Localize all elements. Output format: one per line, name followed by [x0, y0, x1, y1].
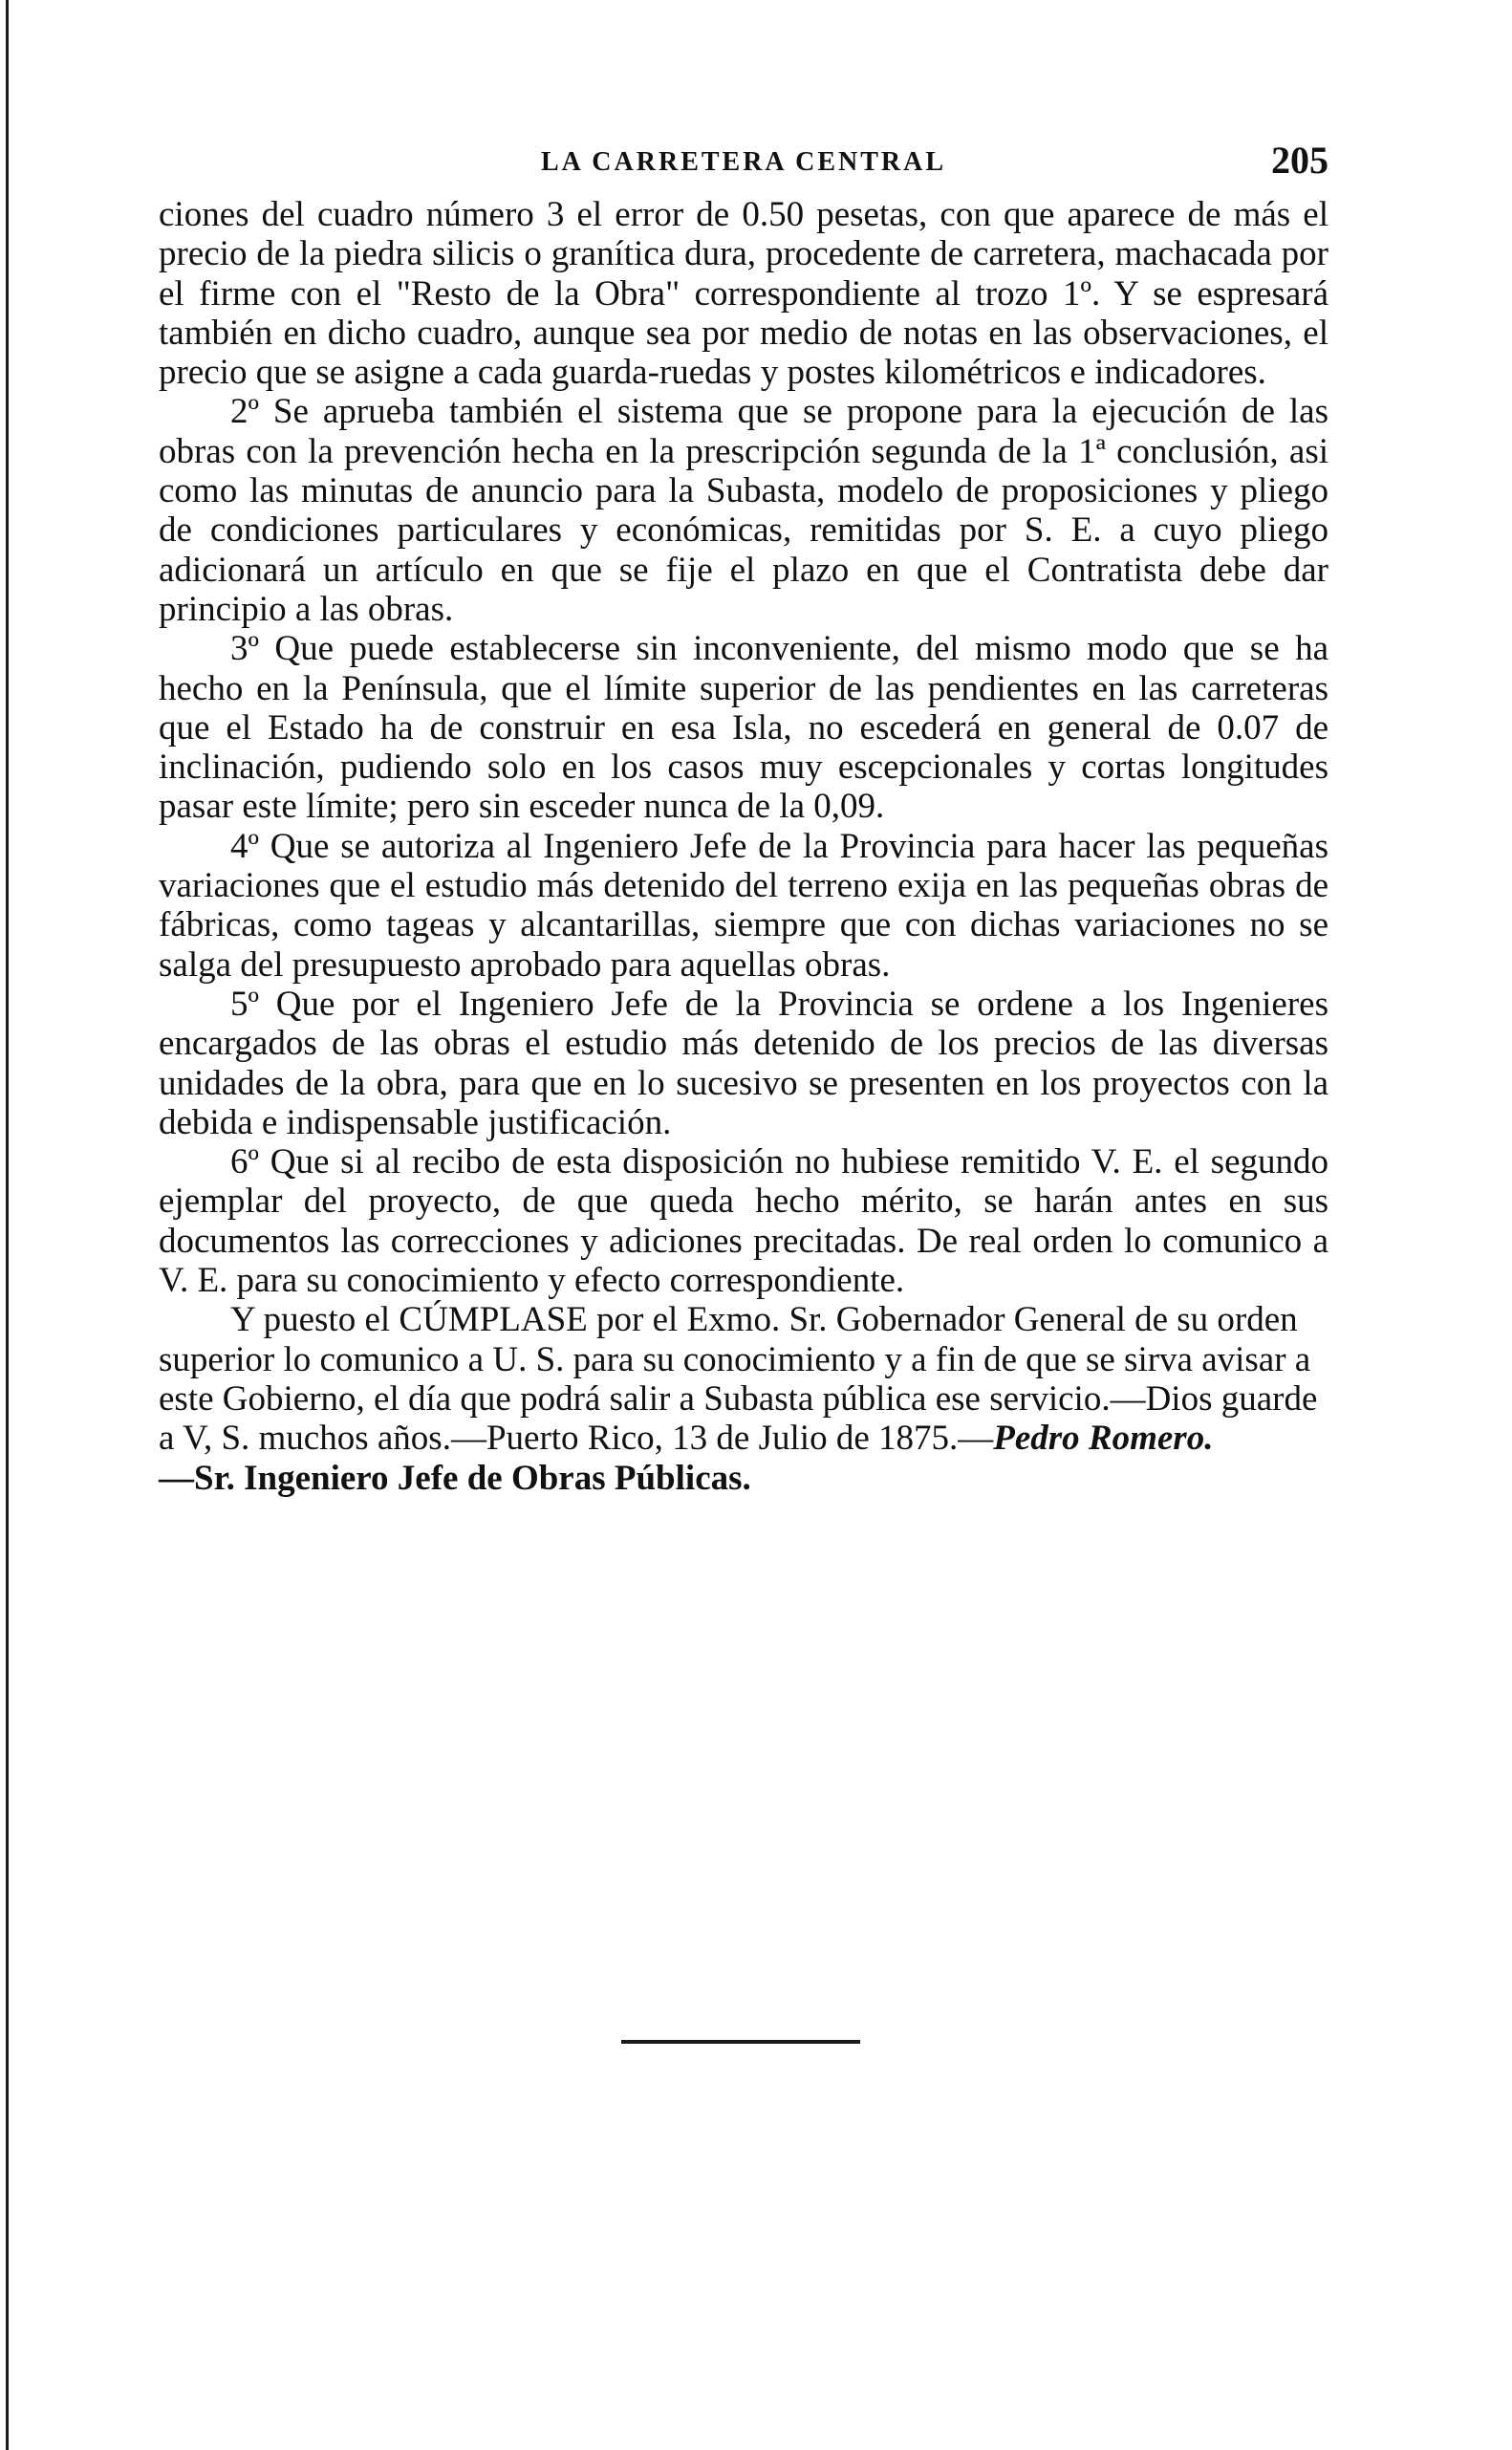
paragraph-continuation: ciones del cuadro número 3 el error de 0.50 pesetas, con que aparece de más el precio de la piedra silicis o granítica dura, procedente de carretera, machacada por el firme con el "Resto de la Obra" correspondiente al trozo 1º. Y se espresará también en dicho cuadro, aunque sea por medio de notas en las observaciones, el precio que se asigne a cada guarda-ruedas y postes kilométricos e indicadores. — [159, 195, 1328, 393]
body-text — [159, 195, 1328, 1498]
page-edge-line — [6, 0, 9, 2450]
addressee: —Sr. Ingeniero Jefe de Obras Públicas. — [159, 1458, 751, 1498]
closing-text-body: por el Exmo. Sr. Gobernador General de su orden superior lo comunico a U. S. para su conocimiento y a fin de que se sirva avisar a este Gobierno, el día que podrá salir a Subasta pública ese servicio.—Dios guarde a V, S. muchos años.—Puerto Rico, 13 de Julio de 1875.— — [159, 1300, 1318, 1459]
closing-paragraph — [159, 1300, 1328, 1497]
cumplase-word: CÚMPLASE — [399, 1300, 588, 1340]
paragraph-item-4: 4º Que se autoriza al Ingeniero Jefe de la Provincia para hacer las pequeñas variaciones que el estudio más detenido del terreno exija en las pequeñas obras de fábricas, como tageas y alcantarillas, siempre que con dichas variaciones no se salga del presupuesto aprobado para aquellas obras. — [159, 826, 1328, 985]
paragraph-item-2: 2º Se aprueba también el sistema que se propone para la ejecución de las obras con la prevención hecha en la prescripción segunda de la 1ª conclusión, asi como las minutas de anuncio para la Subasta, modelo de proposiciones y pliego de condiciones particulares y económicas, remitidas por S. E. a cuyo pliego adicionará un artículo en que se fije el plazo en que el Contratista debe dar principio a las obras. — [159, 392, 1328, 629]
paragraph-item-5: 5º Que por el Ingeniero Jefe de la Provincia se ordene a los Ingenieres encargados de las obras el estudio más detenido de los precios de las diversas unidades de la obra, para que en lo sucesivo se presenten en los proyectos con la debida e indispensable justificación. — [159, 984, 1328, 1142]
page-number: 205 — [1271, 139, 1328, 182]
paragraph-item-3: 3º Que puede establecerse sin inconveniente, del mismo modo que se ha hecho en la Península, que el límite superior de las pendientes en las carreteras que el Estado ha de construir en esa Isla, no escederá en general de 0.07 de inclinación, pudiendo solo en los casos muy escepcionales y cortas longitudes pasar este límite; pero sin esceder nunca de la 0,09. — [159, 629, 1328, 827]
closing-text-start: Y puesto el — [230, 1300, 400, 1340]
page-header — [159, 138, 1328, 185]
paragraph-item-6: 6º Que si al recibo de esta disposición no hubiese remitido V. E. el segundo ejemplar del proyecto, de que queda hecho mérito, se harán antes en sus documentos las correcciones y adiciones precitadas. De real orden lo comunico a V. E. para su conocimiento y efecto correspondiente. — [159, 1142, 1328, 1301]
signature: Pedro Romero. — [993, 1419, 1214, 1459]
running-title: LA CARRETERA CENTRAL — [540, 147, 947, 177]
end-rule — [621, 2040, 860, 2044]
